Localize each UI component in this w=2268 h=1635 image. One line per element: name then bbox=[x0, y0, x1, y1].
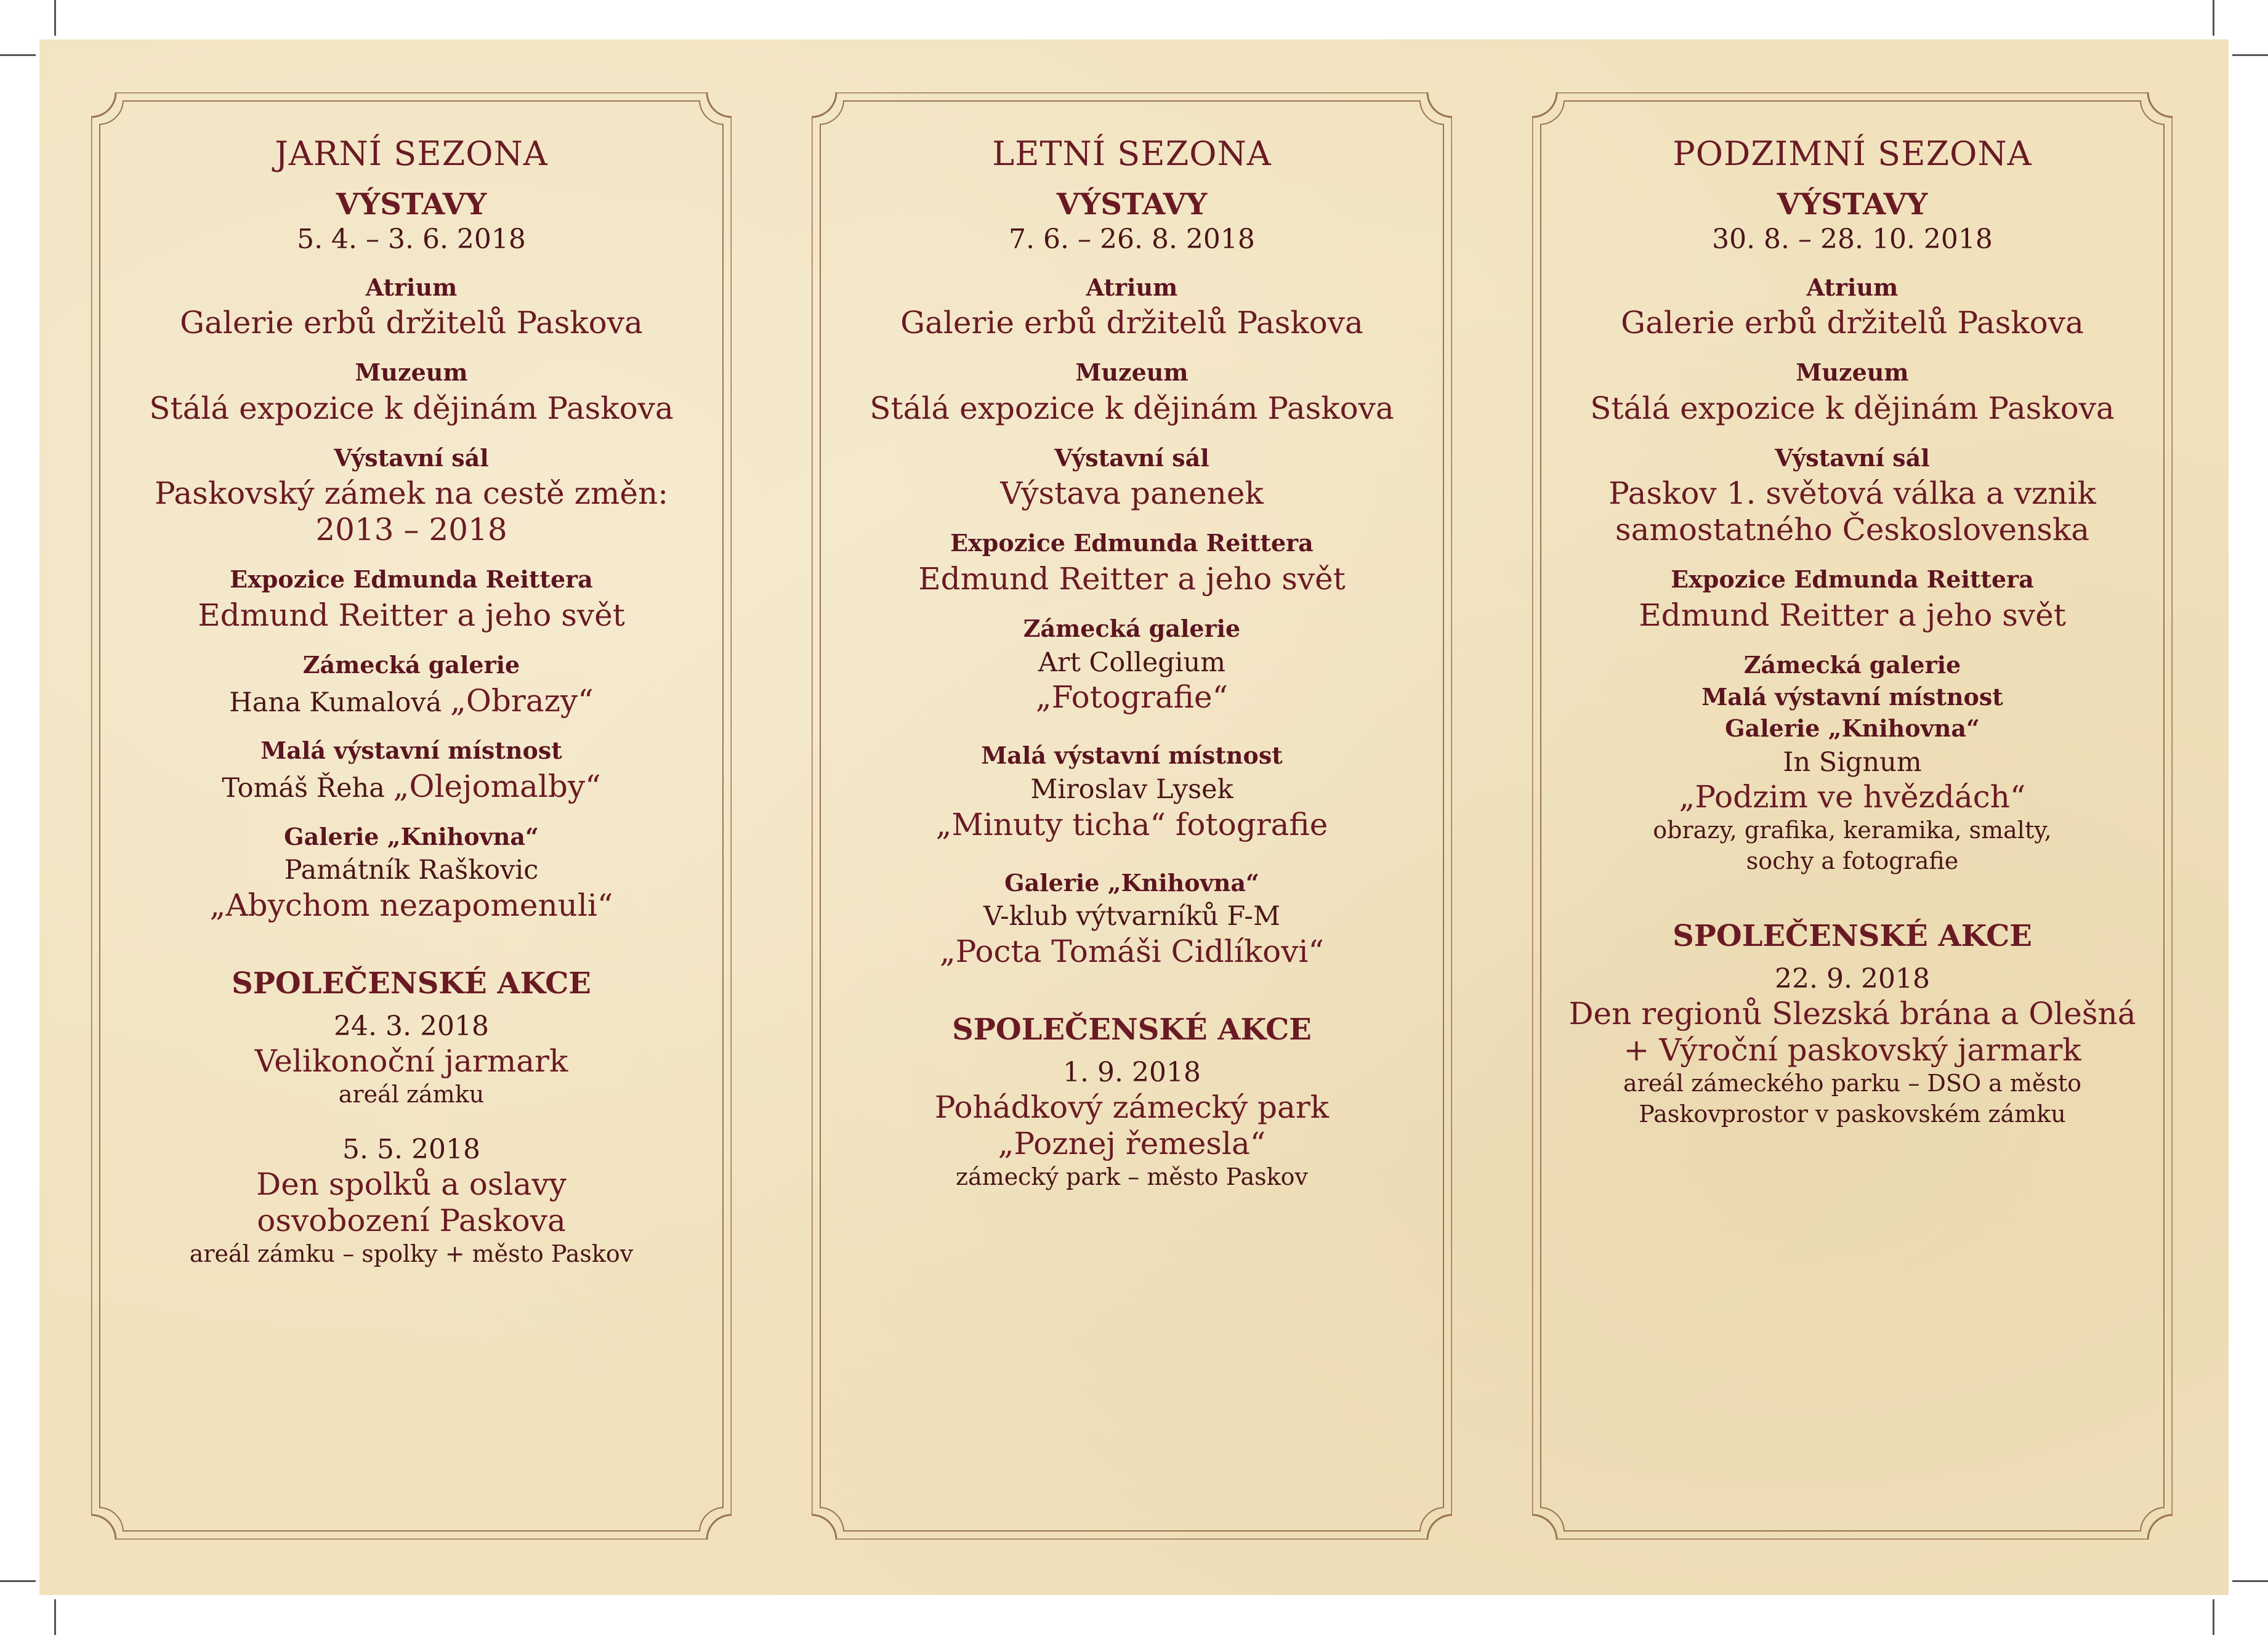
venue-label: Muzeum bbox=[1796, 358, 1909, 387]
venue-label: Atrium bbox=[1806, 273, 1899, 301]
event-title: Den spolků a oslavy osvobození Paskova bbox=[256, 1166, 567, 1238]
work-title: „Podzim ve hvězdách“ bbox=[1679, 779, 2026, 815]
venue-title: Galerie erbů držitelů Paskova bbox=[180, 305, 643, 341]
crop-mark bbox=[0, 54, 36, 56]
venue-label: Galerie „Knihovna“ bbox=[1725, 714, 1980, 743]
venue-title: Stálá expozice k dějinám Paskova bbox=[870, 390, 1394, 426]
venue-title: Stálá expozice k dějinám Paskova bbox=[1590, 390, 2115, 426]
work-title: „Pocta Tomáši Cidlíkovi“ bbox=[939, 933, 1325, 969]
event-date: 22. 9. 2018 bbox=[1775, 963, 1930, 995]
exhibitions-date: 5. 4. – 3. 6. 2018 bbox=[297, 223, 526, 255]
panel-content bbox=[116, 135, 707, 1269]
events-heading: SPOLEČENSKÉ AKCE bbox=[232, 966, 591, 1001]
crop-mark bbox=[2213, 1599, 2214, 1635]
venue-label: Expozice Edmunda Reittera bbox=[1671, 565, 2034, 594]
venue-title: Galerie erbů držitelů Paskova bbox=[1621, 305, 2084, 341]
panel-content bbox=[1557, 135, 2148, 1129]
venue-title: Galerie erbů držitelů Paskova bbox=[900, 305, 1363, 341]
venue-label: Atrium bbox=[365, 273, 458, 301]
event-note: areál zámku bbox=[338, 1081, 485, 1108]
venue-title: Edmund Reitter a jeho svět bbox=[1639, 597, 2066, 633]
artist-name: Miroslav Lysek bbox=[1030, 773, 1233, 805]
crop-mark bbox=[54, 1599, 56, 1635]
work-note: obrazy, grafika, keramika, smalty, sochy a fotografie bbox=[1653, 817, 2052, 874]
work-title: „Minuty ticha“ fotografie bbox=[935, 806, 1328, 842]
work-title: „Obrazy“ bbox=[450, 682, 594, 719]
venue-label: Výstavní sál bbox=[1054, 443, 1209, 472]
exhibitions-heading: VÝSTAVY bbox=[336, 187, 487, 222]
event-date: 5. 5. 2018 bbox=[342, 1133, 480, 1165]
event-note: areál zámku – spolky + město Paskov bbox=[189, 1240, 634, 1267]
venue-label: Výstavní sál bbox=[334, 443, 489, 472]
venue-title: Edmund Reitter a jeho svět bbox=[918, 560, 1346, 597]
venue-label: Zámecká galerie bbox=[1743, 650, 1961, 679]
venue-label: Malá výstavní místnost bbox=[260, 737, 562, 765]
season-title: PODZIMNÍ SEZONA bbox=[1673, 134, 2032, 173]
exhibitions-heading: VÝSTAVY bbox=[1777, 187, 1928, 222]
venue-title: Stálá expozice k dějinám Paskova bbox=[149, 390, 674, 426]
crop-mark bbox=[54, 0, 56, 36]
venue-label: Expozice Edmunda Reittera bbox=[230, 565, 593, 594]
event-title: Den regionů Slezská brána a Olešná + Výroční paskovský jarmark bbox=[1568, 996, 2136, 1068]
artist-name: Památník Raškovic bbox=[284, 855, 539, 886]
event-note: areál zámeckého parku – DSO a město Paskovprostor v paskovském zámku bbox=[1623, 1070, 2082, 1128]
venue-exhibition bbox=[116, 769, 707, 805]
panel-autumn bbox=[1532, 92, 2173, 1540]
work-title: „Abychom nezapomenuli“ bbox=[209, 887, 613, 923]
exhibitions-date: 30. 8. – 28. 10. 2018 bbox=[1712, 223, 1993, 255]
artist-name: V-klub výtvarníků F-M bbox=[983, 901, 1280, 932]
exhibitions-heading: VÝSTAVY bbox=[1056, 187, 1208, 222]
venue-label: Expozice Edmunda Reittera bbox=[950, 529, 1314, 557]
artist-name: Art Collegium bbox=[1038, 647, 1226, 678]
venue-label: Atrium bbox=[1086, 273, 1178, 301]
event-title: Pohádkový zámecký park „Poznej řemesla“ bbox=[934, 1089, 1330, 1162]
season-title: JARNÍ SEZONA bbox=[275, 134, 548, 173]
event-title: Velikonoční jarmark bbox=[254, 1043, 568, 1080]
venue-label: Malá výstavní místnost bbox=[981, 741, 1283, 770]
crop-mark bbox=[2232, 54, 2268, 56]
panel-spring bbox=[91, 92, 732, 1540]
venue-label: Muzeum bbox=[1075, 358, 1188, 387]
venue-label: Galerie „Knihovna“ bbox=[1004, 868, 1259, 897]
venue-title: Paskovský zámek na cestě změn: 2013 – 2018 bbox=[154, 475, 669, 548]
venue-label: Muzeum bbox=[355, 358, 468, 387]
exhibitions-date: 7. 6. – 26. 8. 2018 bbox=[1009, 223, 1255, 255]
venue-label: Malá výstavní místnost bbox=[1701, 682, 2003, 711]
crop-mark bbox=[0, 1580, 36, 1582]
venue-label: Zámecká galerie bbox=[1023, 614, 1241, 642]
event-date: 24. 3. 2018 bbox=[334, 1011, 489, 1043]
panel-content bbox=[836, 135, 1427, 1193]
artist-name: Tomáš Řeha bbox=[222, 772, 385, 804]
event-note: zámecký park – město Paskov bbox=[955, 1163, 1309, 1191]
work-title: „Olejomalby“ bbox=[393, 768, 601, 804]
event-date: 1. 9. 2018 bbox=[1063, 1057, 1201, 1089]
venue-label: Galerie „Knihovna“ bbox=[284, 822, 539, 850]
panel-summer bbox=[812, 92, 1452, 1540]
events-heading: SPOLEČENSKÉ AKCE bbox=[952, 1012, 1312, 1047]
events-heading: SPOLEČENSKÉ AKCE bbox=[1673, 919, 2032, 954]
artist-name: In Signum bbox=[1783, 746, 1922, 778]
work-title: „Fotografie“ bbox=[1035, 679, 1229, 716]
venue-label: Výstavní sál bbox=[1775, 443, 1930, 472]
venue-exhibition bbox=[116, 683, 707, 720]
artist-name: Hana Kumalová bbox=[229, 687, 442, 718]
venue-title: Edmund Reitter a jeho svět bbox=[198, 597, 625, 633]
crop-mark bbox=[2232, 1580, 2268, 1582]
crop-mark bbox=[2213, 0, 2214, 36]
venue-title: Výstava panenek bbox=[1000, 475, 1264, 512]
venue-label: Zámecká galerie bbox=[302, 650, 520, 679]
venue-title: Paskov 1. světová válka a vznik samostatného Československa bbox=[1608, 475, 2096, 548]
season-title: LETNÍ SEZONA bbox=[992, 134, 1272, 173]
